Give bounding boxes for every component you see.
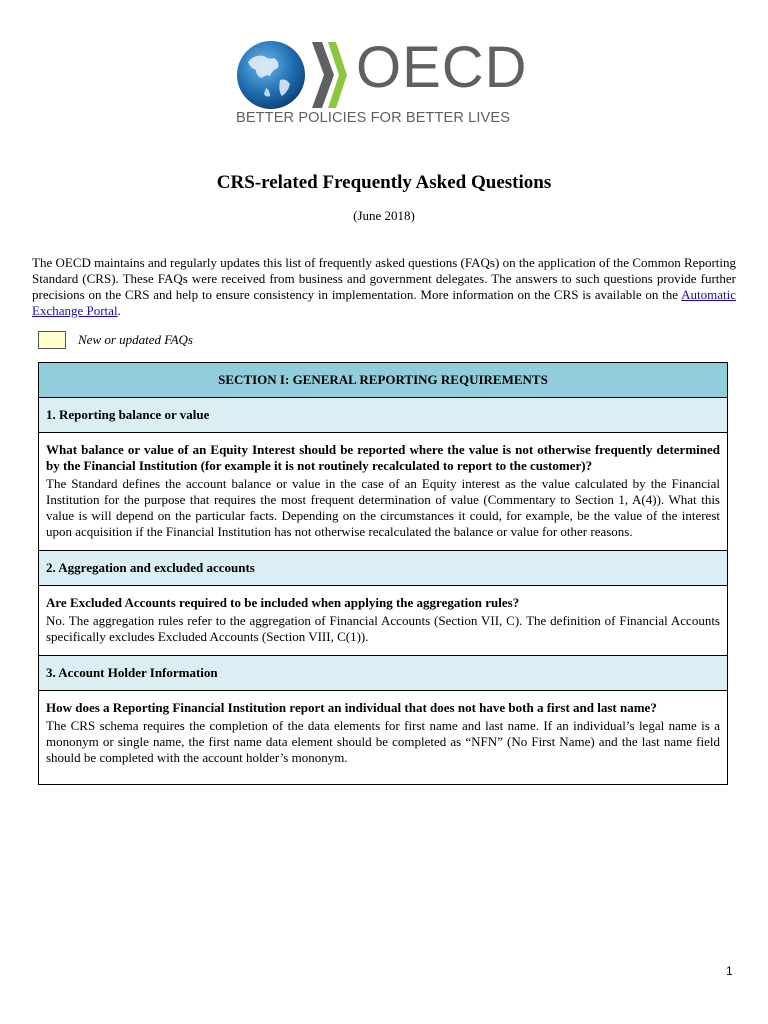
section-heading: SECTION I: GENERAL REPORTING REQUIREMENTS bbox=[39, 363, 727, 398]
logo-wordmark: OECD bbox=[356, 35, 528, 100]
faq-question: How does a Reporting Financial Institution report an individual that does not have both a first and last name? bbox=[46, 700, 657, 715]
globe-chevron-icon bbox=[236, 40, 348, 110]
legend-label: New or updated FAQs bbox=[78, 332, 193, 347]
faq-question: Are Excluded Accounts required to be included when applying the aggregation rules? bbox=[46, 595, 520, 610]
topic-heading: 3. Account Holder Information bbox=[39, 656, 727, 691]
faq-entry bbox=[39, 691, 727, 784]
oecd-logo bbox=[236, 35, 536, 132]
page-title: CRS-related Frequently Asked Questions bbox=[216, 172, 552, 193]
intro-paragraph bbox=[32, 255, 736, 319]
intro-suffix: . bbox=[117, 303, 121, 318]
automatic-exchange-portal-link[interactable]: Automatic Exchange Portal bbox=[32, 287, 736, 318]
topic-heading: 2. Aggregation and excluded accounts bbox=[39, 551, 727, 586]
faq-question: What balance or value of an Equity Interest should be reported where the value is not otherwise frequently determined by the Financial Institution (for example it is not routinely recalculated to report to the customer)? bbox=[46, 442, 720, 473]
intro-text: The OECD maintains and regularly updates this list of frequently asked questions (FAQs) on the application of the Common Reporting Standard (CRS). These FAQs were received from business and government delegates. The answers to such questions provide further precisions on the CRS and help to ensure consistency in implementation. More information on the CRS is available on the bbox=[32, 255, 736, 302]
faq-entry bbox=[39, 586, 727, 656]
faq-answer: The Standard defines the account balance or value in the case of an Equity interest as the value calculated by the Financial Institution for the purpose that requires the most frequent determination of value (Commentary to Section 1, A(4)). What this value is will depend on the particular facts. Depending on the circumstances it could, for example, be the value of the interest upon acquisition if the Financial Institution has not otherwise recalculated the balance or value for other reasons. bbox=[46, 476, 720, 539]
page-number: 1 bbox=[726, 964, 733, 978]
faq-entry bbox=[39, 433, 727, 551]
topic-heading: 1. Reporting balance or value bbox=[39, 398, 727, 433]
legend-swatch bbox=[38, 331, 66, 349]
faq-table bbox=[38, 362, 728, 785]
faq-answer: The CRS schema requires the completion of the data elements for first name and last name. If an individual’s legal name is a mononym or single name, the first name data element should be completed as “NFN” (No First Name) and the last name field should be completed with the account holder’s mononym. bbox=[46, 718, 720, 765]
publication-date: (June 2018) bbox=[353, 208, 415, 223]
logo-tagline: BETTER POLICIES FOR BETTER LIVES bbox=[236, 110, 511, 126]
faq-answer: No. The aggregation rules refer to the aggregation of Financial Accounts (Section VII, C). The definition of Financial Accounts specifically excludes Excluded Accounts (Section VIII, C(1)). bbox=[46, 613, 720, 644]
